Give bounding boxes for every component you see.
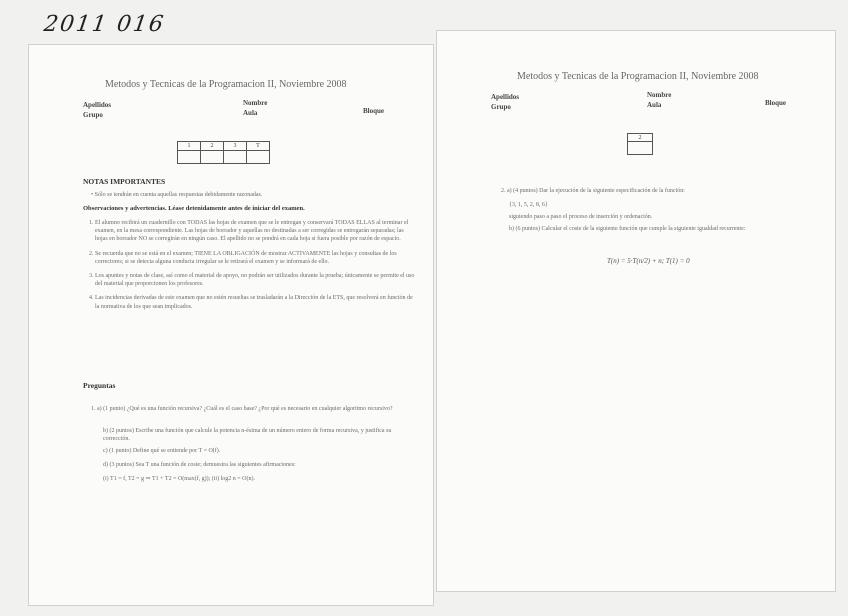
notas-bullet-text: Sólo se tendrán en cuenta aquellas respuestas debidamente razonadas. [94, 192, 263, 198]
question-1d: d) (3 puntos) Sea T una función de coste; demuestra las siguientes afirmaciones: [103, 462, 296, 468]
notas-bullet: • Sólo se tendrán en cuenta aquellas respuestas debidamente razonadas. [91, 192, 263, 198]
question-1c: c) (1 punto) Define qué se entiende por T = O(f). [103, 448, 221, 454]
grade-header-2: 2 [628, 134, 653, 142]
grade-cell [178, 151, 201, 164]
exam-page-right [436, 30, 836, 592]
aula-label: Aula [243, 109, 258, 117]
apellidos-label: Apellidos [491, 93, 520, 101]
preguntas-heading: Preguntas [83, 381, 116, 390]
page-title: Metodos y Tecnicas de la Programacion II, Noviembre 2008 [517, 71, 759, 82]
question-2a-detail: siguiendo paso a paso el proceso de inserción y ordenación. [509, 214, 653, 220]
page-title: Metodos y Tecnicas de la Programacion II, Noviembre 2008 [105, 79, 347, 90]
grade-header-2: 2 [201, 142, 224, 151]
rule-item: 2. Se recuerda que no se está en el examen; TIENE LA OBLIGACIÓN de mostrar ACTIVAMENTE las hojas y consultas de los correctores; si se detecta alguna conducta irregular se le retirará el examen y se informará de ello. [95, 250, 417, 266]
nombre-label: Nombre [243, 99, 268, 107]
grade-cell [201, 151, 224, 164]
question-2a: 2. a) (4 puntos) Dar la ejecución de la siguiente especificación de la función: [501, 188, 685, 194]
grupo-label: Grupo [491, 103, 511, 111]
recurrence-formula: T(n) = 5·T(n/2) + n; T(1) = 0 [607, 257, 690, 265]
bloque-label: Bloque [363, 107, 385, 115]
grupo-label: Grupo [83, 111, 103, 119]
nombre-label: Nombre [647, 91, 672, 99]
question-1d-items: (i) T1 = f, T2 = g ⇒ T1 + T2 = O(max(f, g)); (ii) log2 n = O(n). [103, 476, 255, 482]
apellidos-label: Apellidos [83, 101, 112, 109]
aula-label: Aula [647, 101, 662, 109]
grade-cell [628, 142, 653, 155]
question-1a: 1. a) (1 punto) ¿Qué es una función recursiva? ¿Cuál es el caso base? ¿Por qué es necesario en cualquier algoritmo recursivo? [91, 406, 393, 412]
grade-cell [247, 151, 270, 164]
question-1b: b) (2 puntos) Escribe una función que calcule la potencia n-ésima de un número entero de forma recursiva, y justifica su corrección. [103, 428, 392, 443]
grade-header-total: T [247, 142, 270, 151]
notas-heading: NOTAS IMPORTANTES [83, 177, 166, 186]
observaciones-heading: Observaciones y advertencias. Léase detenidamente antes de iniciar del examen. [83, 205, 305, 212]
exam-page-left [28, 44, 434, 606]
question-2b: b) (6 puntos) Calcular el coste de la siguiente función que cumple la siguiente igualdad recurrente: [509, 226, 746, 232]
handwritten-note: 2011 016 [42, 12, 167, 37]
grade-header-3: 3 [224, 142, 247, 151]
rule-item: 1. El alumno recibirá un cuadernillo con TODAS las hojas de examen que se le entregan y conservará TODAS ELLAS al terminar el examen, en la mesa correspondiente. Las hojas de borrador y aquellas no destinadas a ser corregidas se entregarán separadas; las hojas en borrador NO se corregirán en ningún caso. El apellido no se pondrá en cada hoja si fuera posible por razón de espacio. [95, 219, 417, 244]
grade-cell [224, 151, 247, 164]
grade-table [627, 133, 653, 155]
bloque-label: Bloque [765, 99, 787, 107]
rules-list [83, 219, 417, 317]
rule-item: 3. Los apuntes y notas de clase, así como el material de apoyo, no podrán ser utilizados durante la prueba; únicamente se permite el uso del material que proporcionen los profesores. [95, 272, 417, 288]
grade-table [177, 141, 270, 164]
rule-item: 4. Las incidencias derivadas de este examen que no estén resueltas se trasladarán a la Dirección de la ETS, que resolverá en función de la normativa de los que sean implicados. [95, 294, 417, 310]
sequence: {3, 1, 5, 2, 8, 6} [509, 202, 548, 208]
grade-header-1: 1 [178, 142, 201, 151]
